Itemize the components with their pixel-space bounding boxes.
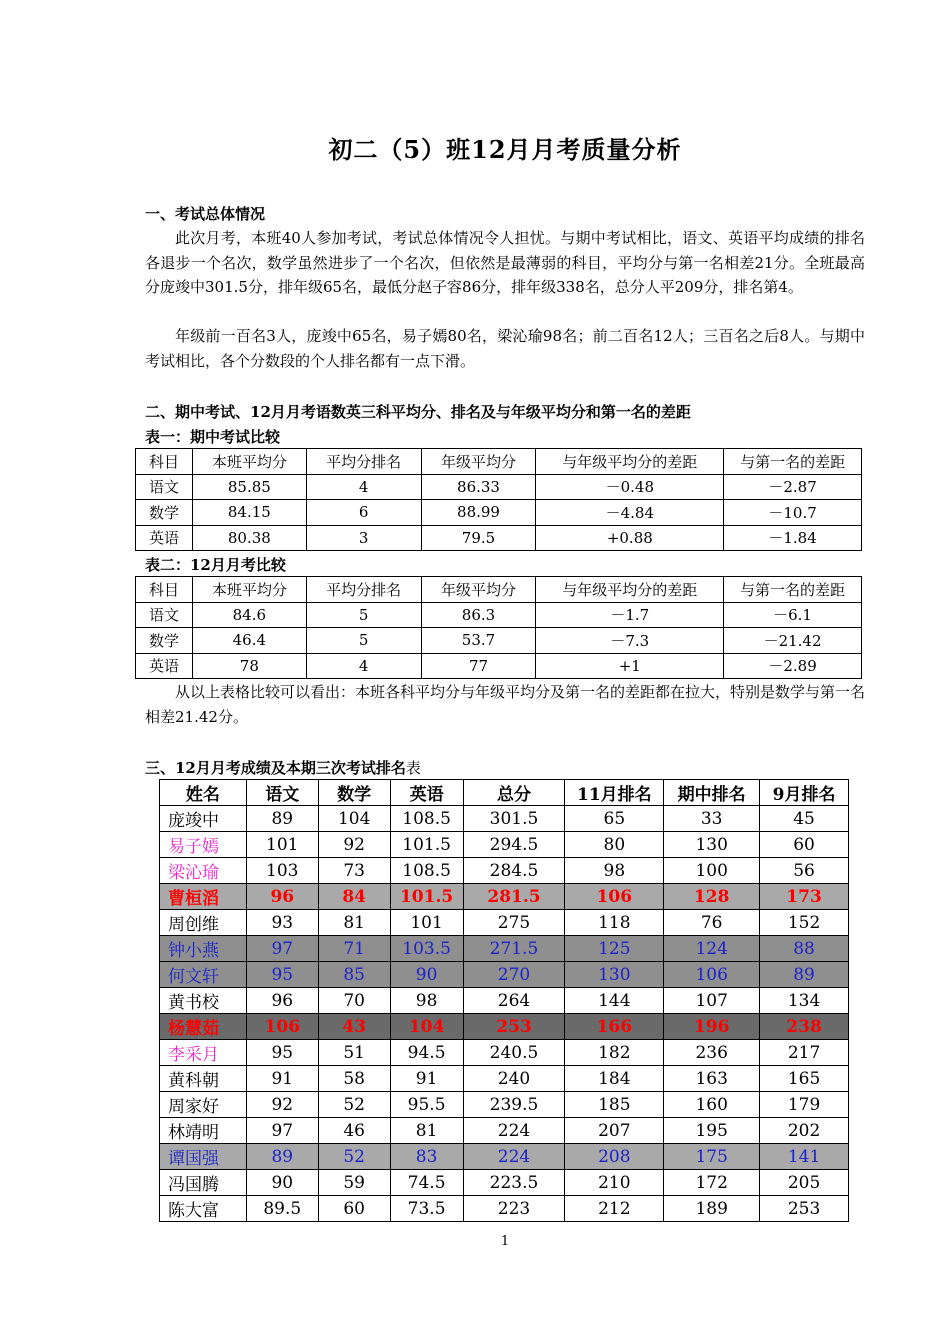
section3-heading <box>145 757 421 778</box>
score-cell: 184 <box>565 1066 664 1092</box>
section1-paragraph-2: 年级前一百名3人，庞竣中65名，易子嫣80名，梁沁瑜98名；前二百名12人；三百名之后8人。与期中考试相比，各个分数段的个人排名都有一点下滑。 <box>145 327 865 370</box>
score-cell: 224 <box>463 1144 565 1170</box>
table-cell: +0.88 <box>536 525 724 551</box>
score-cell: 165 <box>760 1066 849 1092</box>
student-name-cell: 陈大富 <box>160 1196 247 1222</box>
score-cell: 58 <box>318 1066 390 1092</box>
student-name-cell: 杨慧茹 <box>160 1014 247 1040</box>
table-header-row <box>136 449 862 475</box>
table-cell: －2.89 <box>724 653 862 679</box>
table-row <box>160 962 849 988</box>
score-cell: 73 <box>318 858 390 884</box>
header-cell: 本班平均分 <box>192 577 306 603</box>
header-name: 姓名 <box>160 780 247 806</box>
score-cell: 172 <box>664 1170 760 1196</box>
score-cell: 118 <box>565 910 664 936</box>
midterm-comparison-table <box>135 448 862 551</box>
table-cell: －4.84 <box>536 500 724 526</box>
table-row <box>136 525 862 551</box>
score-cell: 281.5 <box>463 884 565 910</box>
score-cell: 89.5 <box>246 1196 318 1222</box>
header-sep-rank: 9月排名 <box>760 780 849 806</box>
ranking-header-row <box>160 780 849 806</box>
score-cell: 253 <box>463 1014 565 1040</box>
table-cell: －7.3 <box>536 628 724 654</box>
score-cell: 70 <box>318 988 390 1014</box>
score-cell: 106 <box>565 884 664 910</box>
score-cell: 253 <box>760 1196 849 1222</box>
score-cell: 104 <box>318 806 390 832</box>
score-cell: 85 <box>318 962 390 988</box>
score-cell: 101 <box>390 910 463 936</box>
score-cell: 52 <box>318 1144 390 1170</box>
student-name-cell: 钟小燕 <box>160 936 247 962</box>
student-name-cell: 曹桓滔 <box>160 884 247 910</box>
score-cell: 45 <box>760 806 849 832</box>
score-cell: 208 <box>565 1144 664 1170</box>
score-cell: 240 <box>463 1066 565 1092</box>
score-cell: 217 <box>760 1040 849 1066</box>
score-cell: 173 <box>760 884 849 910</box>
score-cell: 175 <box>664 1144 760 1170</box>
score-cell: 130 <box>664 832 760 858</box>
table-row <box>160 936 849 962</box>
table-cell: 语文 <box>136 602 193 628</box>
header-cell: 与第一名的差距 <box>724 577 862 603</box>
score-cell: 101 <box>246 832 318 858</box>
table-cell: 86.3 <box>421 602 536 628</box>
student-name-cell: 李采月 <box>160 1040 247 1066</box>
table-row <box>160 1014 849 1040</box>
student-name-cell: 谭国强 <box>160 1144 247 1170</box>
score-cell: 223 <box>463 1196 565 1222</box>
score-cell: 202 <box>760 1118 849 1144</box>
table-row <box>160 858 849 884</box>
student-name-cell: 周家好 <box>160 1092 247 1118</box>
score-cell: 81 <box>390 1118 463 1144</box>
table-cell: 5 <box>306 628 421 654</box>
header-cell: 本班平均分 <box>192 449 306 475</box>
section1-paragraph-1: 此次月考，本班40人参加考试，考试总体情况令人担忧。与期中考试相比，语文、英语平均成绩的排名各退步一个名次，数学虽然进步了一个名次，但依然是最薄弱的科目，平均分与第一名相差21分。全班最高分庞竣中301.5分，排年级65名，最低分赵子容86分，排年级338名，总分人平209分，排名第4。 <box>145 229 865 296</box>
student-name-cell: 庞竣中 <box>160 806 247 832</box>
table-cell: +1 <box>536 653 724 679</box>
score-cell: 93 <box>246 910 318 936</box>
score-cell: 240.5 <box>463 1040 565 1066</box>
score-cell: 73.5 <box>390 1196 463 1222</box>
table-cell: 英语 <box>136 525 193 551</box>
score-cell: 80 <box>565 832 664 858</box>
score-cell: 189 <box>664 1196 760 1222</box>
header-cell: 平均分排名 <box>306 577 421 603</box>
table-row <box>160 1040 849 1066</box>
table-row <box>160 884 849 910</box>
score-cell: 95 <box>246 1040 318 1066</box>
score-cell: 52 <box>318 1092 390 1118</box>
table-cell: 3 <box>306 525 421 551</box>
score-cell: 101.5 <box>390 832 463 858</box>
table-cell: 80.38 <box>192 525 306 551</box>
ranking-table-body <box>160 806 849 1222</box>
score-cell: 74.5 <box>390 1170 463 1196</box>
table-cell: 85.85 <box>192 474 306 500</box>
section3-heading-text: 三、12月月考成绩及本期三次考试排名 <box>145 759 406 777</box>
table-header-row <box>136 577 862 603</box>
score-cell: 152 <box>760 910 849 936</box>
score-cell: 100 <box>664 858 760 884</box>
score-cell: 210 <box>565 1170 664 1196</box>
header-cell: 平均分排名 <box>306 449 421 475</box>
score-cell: 43 <box>318 1014 390 1040</box>
header-midterm-rank: 期中排名 <box>664 780 760 806</box>
student-name-cell: 黄科朝 <box>160 1066 247 1092</box>
score-cell: 94.5 <box>390 1040 463 1066</box>
score-cell: 104 <box>390 1014 463 1040</box>
page-number: 1 <box>500 1234 510 1249</box>
table-cell: 78 <box>192 653 306 679</box>
student-name-cell: 梁沁瑜 <box>160 858 247 884</box>
header-cell: 与年级平均分的差距 <box>536 449 724 475</box>
table-cell: －0.48 <box>536 474 724 500</box>
header-cell: 与第一名的差距 <box>724 449 862 475</box>
header-cell: 与年级平均分的差距 <box>536 577 724 603</box>
section3-heading-suffix: 表 <box>405 759 421 777</box>
table-cell: －10.7 <box>724 500 862 526</box>
score-cell: 166 <box>565 1014 664 1040</box>
table-cell: 数学 <box>136 500 193 526</box>
student-name-cell: 林靖明 <box>160 1118 247 1144</box>
header-cell: 科目 <box>136 577 193 603</box>
table2-caption: 表二：12月月考比较 <box>145 556 286 574</box>
table-cell: －1.84 <box>724 525 862 551</box>
page-title: 初二（5）班12月月考质量分析 <box>328 135 682 164</box>
score-cell: 239.5 <box>463 1092 565 1118</box>
score-cell: 60 <box>318 1196 390 1222</box>
december-exam-comparison-table <box>135 576 862 679</box>
header-math: 数学 <box>318 780 390 806</box>
score-cell: 60 <box>760 832 849 858</box>
score-cell: 301.5 <box>463 806 565 832</box>
score-cell: 141 <box>760 1144 849 1170</box>
score-cell: 90 <box>246 1170 318 1196</box>
table-row <box>160 1144 849 1170</box>
table-row <box>160 806 849 832</box>
score-cell: 128 <box>664 884 760 910</box>
score-cell: 212 <box>565 1196 664 1222</box>
table-cell: 6 <box>306 500 421 526</box>
header-nov-rank: 11月排名 <box>565 780 664 806</box>
score-cell: 71 <box>318 936 390 962</box>
header-cell: 科目 <box>136 449 193 475</box>
score-cell: 236 <box>664 1040 760 1066</box>
score-cell: 224 <box>463 1118 565 1144</box>
student-name-cell: 黄书校 <box>160 988 247 1014</box>
student-name-cell: 冯国腾 <box>160 1170 247 1196</box>
score-cell: 294.5 <box>463 832 565 858</box>
score-cell: 92 <box>246 1092 318 1118</box>
score-cell: 97 <box>246 1118 318 1144</box>
score-cell: 76 <box>664 910 760 936</box>
section1-heading: 一、考试总体情况 <box>145 205 266 223</box>
score-cell: 130 <box>565 962 664 988</box>
table-row <box>160 910 849 936</box>
student-name-cell: 周创维 <box>160 910 247 936</box>
score-cell: 195 <box>664 1118 760 1144</box>
score-cell: 59 <box>318 1170 390 1196</box>
table-cell: 53.7 <box>421 628 536 654</box>
score-cell: 103.5 <box>390 936 463 962</box>
table-cell: 79.5 <box>421 525 536 551</box>
score-cell: 98 <box>565 858 664 884</box>
score-cell: 89 <box>246 806 318 832</box>
table-cell: 46.4 <box>192 628 306 654</box>
score-cell: 179 <box>760 1092 849 1118</box>
header-cell: 年级平均分 <box>421 577 536 603</box>
score-cell: 144 <box>565 988 664 1014</box>
table-row <box>160 1092 849 1118</box>
score-cell: 83 <box>390 1144 463 1170</box>
comparison-conclusion: 从以上表格比较可以看出：本班各科平均分与年级平均分及第一名的差距都在拉大，特别是数学与第一名相差21.42分。 <box>145 683 866 726</box>
table-row <box>160 1196 849 1222</box>
score-cell: 96 <box>246 988 318 1014</box>
score-cell: 124 <box>664 936 760 962</box>
table-row <box>160 988 849 1014</box>
score-cell: 284.5 <box>463 858 565 884</box>
table-cell: 86.33 <box>421 474 536 500</box>
score-cell: 185 <box>565 1092 664 1118</box>
score-cell: 271.5 <box>463 936 565 962</box>
header-english: 英语 <box>390 780 463 806</box>
score-cell: 91 <box>390 1066 463 1092</box>
score-cell: 46 <box>318 1118 390 1144</box>
table-row <box>136 653 862 679</box>
table-row <box>160 1170 849 1196</box>
table-row <box>136 500 862 526</box>
score-cell: 238 <box>760 1014 849 1040</box>
table-cell: 4 <box>306 474 421 500</box>
score-cell: 108.5 <box>390 858 463 884</box>
score-cell: 89 <box>760 962 849 988</box>
header-total: 总分 <box>463 780 565 806</box>
score-cell: 134 <box>760 988 849 1014</box>
score-cell: 207 <box>565 1118 664 1144</box>
score-cell: 97 <box>246 936 318 962</box>
score-cell: 107 <box>664 988 760 1014</box>
table-cell: 5 <box>306 602 421 628</box>
score-cell: 56 <box>760 858 849 884</box>
score-cell: 103 <box>246 858 318 884</box>
score-cell: 163 <box>664 1066 760 1092</box>
score-cell: 160 <box>664 1092 760 1118</box>
score-cell: 96 <box>246 884 318 910</box>
table-row <box>136 602 862 628</box>
score-cell: 89 <box>246 1144 318 1170</box>
score-cell: 125 <box>565 936 664 962</box>
table-cell: 数学 <box>136 628 193 654</box>
table-cell: 88.99 <box>421 500 536 526</box>
score-cell: 196 <box>664 1014 760 1040</box>
score-cell: 51 <box>318 1040 390 1066</box>
table-cell: 84.6 <box>192 602 306 628</box>
score-cell: 205 <box>760 1170 849 1196</box>
score-cell: 101.5 <box>390 884 463 910</box>
score-cell: 90 <box>390 962 463 988</box>
table-cell: 84.15 <box>192 500 306 526</box>
score-cell: 88 <box>760 936 849 962</box>
score-cell: 106 <box>664 962 760 988</box>
student-name-cell: 易子嫣 <box>160 832 247 858</box>
score-cell: 275 <box>463 910 565 936</box>
table-row <box>136 474 862 500</box>
table-cell: －1.7 <box>536 602 724 628</box>
score-cell: 223.5 <box>463 1170 565 1196</box>
score-cell: 182 <box>565 1040 664 1066</box>
score-cell: 81 <box>318 910 390 936</box>
score-cell: 98 <box>390 988 463 1014</box>
score-cell: 65 <box>565 806 664 832</box>
score-cell: 91 <box>246 1066 318 1092</box>
ranking-table <box>159 779 849 1222</box>
student-name-cell: 何文轩 <box>160 962 247 988</box>
score-cell: 264 <box>463 988 565 1014</box>
table-cell: －21.42 <box>724 628 862 654</box>
table-cell: 4 <box>306 653 421 679</box>
score-cell: 95.5 <box>390 1092 463 1118</box>
table-cell: －2.87 <box>724 474 862 500</box>
score-cell: 108.5 <box>390 806 463 832</box>
table-cell: －6.1 <box>724 602 862 628</box>
table1-caption: 表一：期中考试比较 <box>145 428 281 446</box>
table-cell: 语文 <box>136 474 193 500</box>
score-cell: 92 <box>318 832 390 858</box>
score-cell: 33 <box>664 806 760 832</box>
score-cell: 84 <box>318 884 390 910</box>
header-cell: 年级平均分 <box>421 449 536 475</box>
score-cell: 270 <box>463 962 565 988</box>
table-row <box>136 628 862 654</box>
score-cell: 95 <box>246 962 318 988</box>
section2-heading: 二、期中考试、12月月考语数英三科平均分、排名及与年级平均分和第一名的差距 <box>145 403 691 421</box>
table-row <box>160 832 849 858</box>
table-row <box>160 1118 849 1144</box>
table-row <box>160 1066 849 1092</box>
table-cell: 77 <box>421 653 536 679</box>
header-chinese: 语文 <box>246 780 318 806</box>
table-cell: 英语 <box>136 653 193 679</box>
score-cell: 106 <box>246 1014 318 1040</box>
